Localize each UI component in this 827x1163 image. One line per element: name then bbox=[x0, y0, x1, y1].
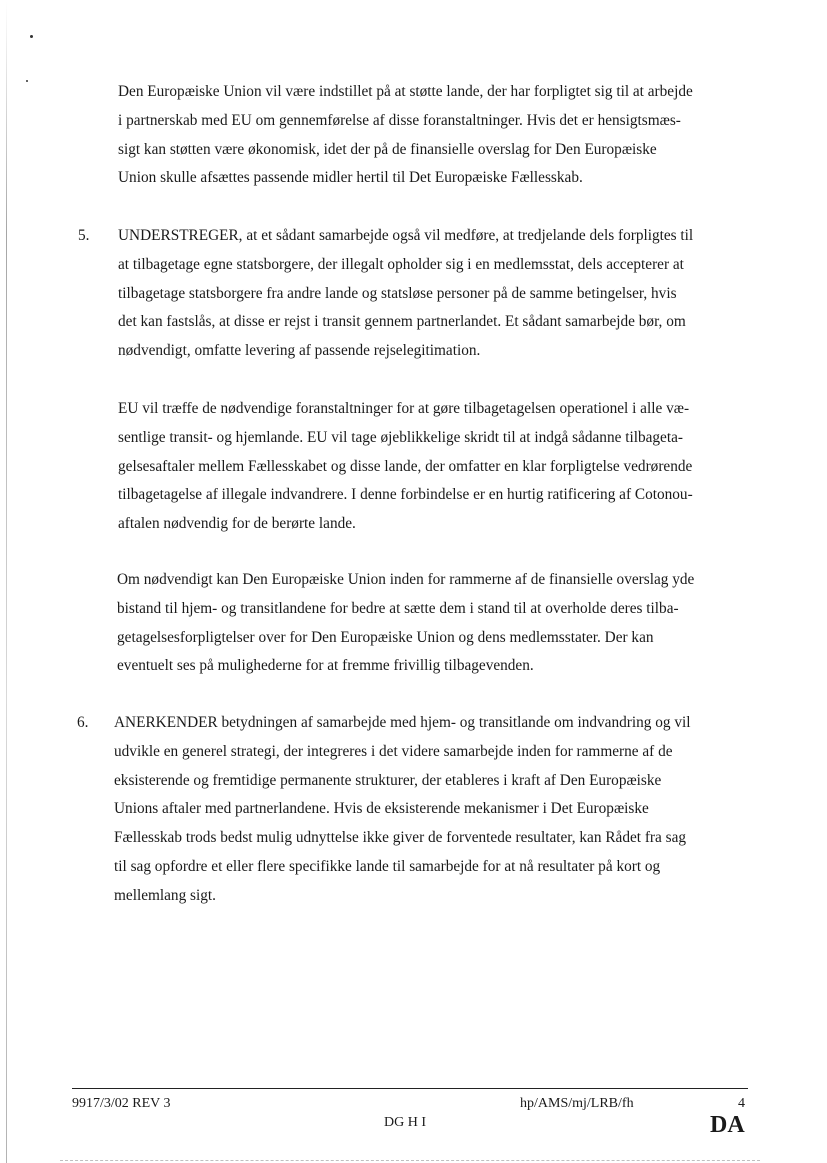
paragraph-line: til sag opfordre et eller flere specifikke lande til samarbejde for at nå resultater på kort og bbox=[114, 857, 661, 875]
paragraph-line: Unions aftaler med partnerlandene. Hvis de eksisterende mekanismer i Det Europæiske bbox=[114, 800, 649, 818]
language-code: DA bbox=[710, 1112, 745, 1138]
paragraph-line: Fællesskab trods bedst mulig udnyttelse ikke giver de forventede resultater, kan Rådet fra sag bbox=[114, 829, 687, 847]
paragraph-line: ANERKENDER betydningen af samarbejde med hjem- og transitlande om indvandring og vil bbox=[114, 714, 691, 731]
paragraph-line: det kan fastslås, at disse er rejst i transit gennem partnerlandet. Et sådant samarbejde bør, om bbox=[118, 313, 686, 331]
paragraph-line: Om nødvendigt kan Den Europæiske Union inden for rammerne af de finansielle overslag yde bbox=[117, 571, 695, 588]
paragraph-line: getagelsesforpligtelser over for Den Europæiske Union og dens medlemsstater. Der kan bbox=[117, 628, 654, 646]
scan-speck bbox=[26, 80, 28, 82]
paragraph-line: UNDERSTREGER, at et sådant samarbejde også vil medføre, at tredjelande dels forpligtes til bbox=[118, 227, 694, 244]
paragraph-line: nødvendigt, omfatte levering af passende rejselegitimation. bbox=[118, 342, 481, 360]
scan-bottom-edge bbox=[60, 1160, 760, 1162]
paragraph-line: eventuelt ses på mulighederne for at fremme frivillig tilbagevenden. bbox=[117, 657, 534, 675]
paragraph-6 bbox=[114, 709, 690, 911]
paragraph-line: tilbagetage statsborgere fra andre lande og statsløse personer på de samme betingelser, hvis bbox=[118, 284, 677, 302]
paragraph-line: at tilbagetage egne statsborgere, der illegalt opholder sig i en medlemsstat, dels accepterer at bbox=[118, 255, 684, 273]
document-reference: 9917/3/02 REV 3 bbox=[72, 1096, 171, 1111]
paragraph-line: aftalen nødvendig for de berørte lande. bbox=[118, 515, 356, 533]
scan-speck bbox=[30, 35, 33, 38]
paragraph-assistance bbox=[117, 566, 694, 681]
paragraph-number: 6. bbox=[77, 714, 89, 731]
directorate-code: DG H I bbox=[384, 1115, 426, 1130]
paragraph-line: i partnerskab med EU om gennemførelse af disse foranstaltninger. Hvis det er hensigtsmæs- bbox=[118, 111, 681, 129]
paragraph-line: sigt kan støtten være økonomisk, idet der på de finansielle overslag for Den Europæiske bbox=[118, 140, 657, 158]
paragraph-line: gelsesaftaler mellem Fællesskabet og disse lande, der omfatter en klar forpligtelse vedrørende bbox=[118, 457, 693, 475]
paragraph-line: eksisterende og fremtidige permanente strukturer, der etableres i kraft af Den Europæiske bbox=[114, 771, 662, 789]
paragraph-line: Union skulle afsættes passende midler hertil til Det Europæiske Fællesskab. bbox=[118, 169, 583, 187]
paragraph-line: sentlige transit- og hjemlande. EU vil tage øjeblikkelige skridt til at indgå sådanne tilbageta- bbox=[118, 428, 683, 446]
footer-rule bbox=[72, 1088, 748, 1089]
paragraph-line: udvikle en generel strategi, der integreres i det videre samarbejde inden for rammerne af de bbox=[114, 742, 673, 760]
author-initials: hp/AMS/mj/LRB/fh bbox=[520, 1096, 634, 1111]
paragraph-line: EU vil træffe de nødvendige foranstaltninger for at gøre tilbagetagelsen operationel i alle væ- bbox=[118, 400, 690, 417]
paragraph-5 bbox=[118, 222, 693, 366]
page-number: 4 bbox=[738, 1096, 745, 1111]
scan-edge bbox=[6, 0, 7, 1163]
paragraph-line: mellemlang sigt. bbox=[114, 886, 216, 904]
paragraph-line: tilbagetagelse af illegale indvandrere. I denne forbindelse er en hurtig ratificering af Cotonou- bbox=[118, 486, 693, 504]
paragraph-line: bistand til hjem- og transitlandene for bedre at sætte dem i stand til at overholde deres tilba- bbox=[117, 599, 679, 617]
paragraph-continuation bbox=[118, 78, 693, 193]
paragraph-number: 5. bbox=[78, 227, 90, 244]
paragraph-readmission bbox=[118, 395, 693, 539]
paragraph-line: Den Europæiske Union vil være indstillet på at støtte lande, der har forpligtet sig til at arbejde bbox=[118, 83, 693, 100]
